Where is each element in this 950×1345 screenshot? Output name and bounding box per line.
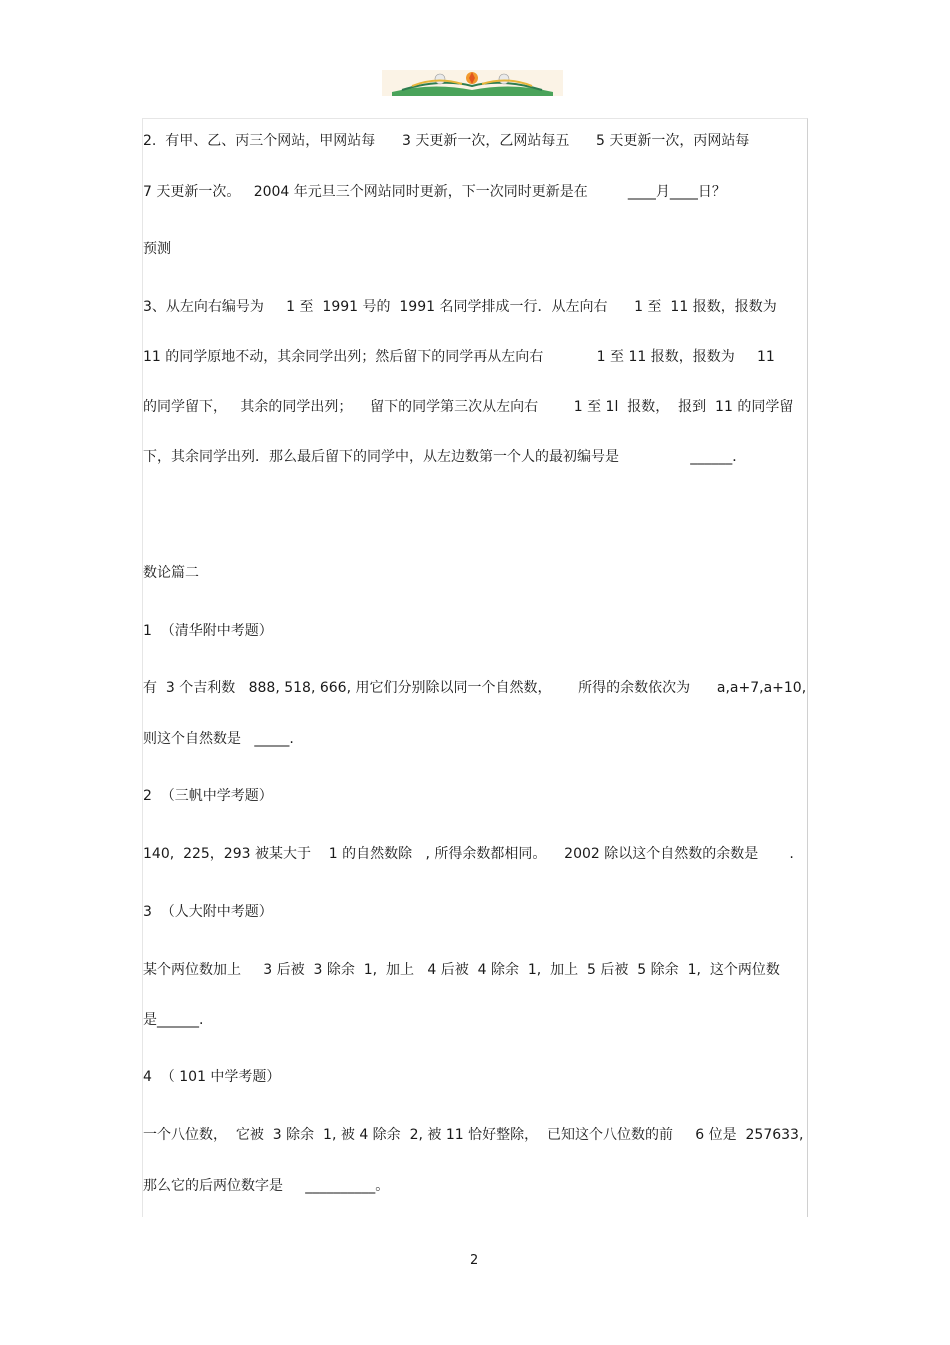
text-line: 有 3 个吉利数 888, 518, 666, 用它们分别除以同一个自然数， 所得的余数依次为 a,a+7,a+10, (143, 680, 807, 696)
question-heading: 2 （三帆中学考题） (143, 788, 273, 804)
text-line: 7 天更新一次。 2004 年元旦三个网站同时更新，下一次同时更新是在 ____月____日？ (143, 184, 726, 200)
text-line: 11 的同学原地不动，其余同学出列；然后留下的同学再从左向右 1 至 11 报数，报数为 11 (143, 349, 775, 365)
text-line: 140, 225，293 被某大于 1 的自然数除 , 所得余数都相同。 2002 除以这个自然数的余数是 . (143, 846, 794, 862)
text-line: 下，其余同学出列．那么最后留下的同学中，从左边数第一个人的最初编号是 ______． (143, 449, 747, 465)
text-line: 一个八位数， 它被 3 除余 1, 被 4 除余 2, 被 11 恰好整除， 已知这个八位数的前 6 位是 257633, (143, 1127, 804, 1143)
header-logo (382, 70, 563, 96)
page-number: 2 (470, 1253, 479, 1268)
text-line: 则这个自然数是 _____. (143, 731, 294, 747)
text-line: 那么它的后两位数字是 __________。 (143, 1178, 390, 1194)
section-heading: 数论篇二 (143, 565, 199, 581)
question-heading: 3 （人大附中考题） (143, 904, 273, 920)
text-line: 3、从左向右编号为 1 至 1991 号的 1991 名同学排成一行．从左向右 1 至 11 报数，报数为 (143, 299, 777, 315)
text-line: 某个两位数加上 3 后被 3 除余 1, 加上 4 后被 4 除余 1, 加上 5 后被 5 除余 1, 这个两位数 (143, 962, 780, 978)
text-line: 是______. (143, 1012, 204, 1028)
question-heading: 4 （ 101 中学考题） (143, 1069, 281, 1085)
content-frame (142, 118, 808, 1217)
text-line: 2. 有甲、乙、丙三个网站，甲网站每 3 天更新一次，乙网站每五 5 天更新一次，丙网站每 (143, 133, 750, 149)
text-line: 的同学留下， 其余的同学出列； 留下的同学第三次从左向右 1 至 1l 报数， 报到 11 的同学留 (143, 399, 794, 415)
question-heading: 1 （清华附中考题） (143, 623, 273, 639)
text-line: 预测 (143, 241, 171, 257)
